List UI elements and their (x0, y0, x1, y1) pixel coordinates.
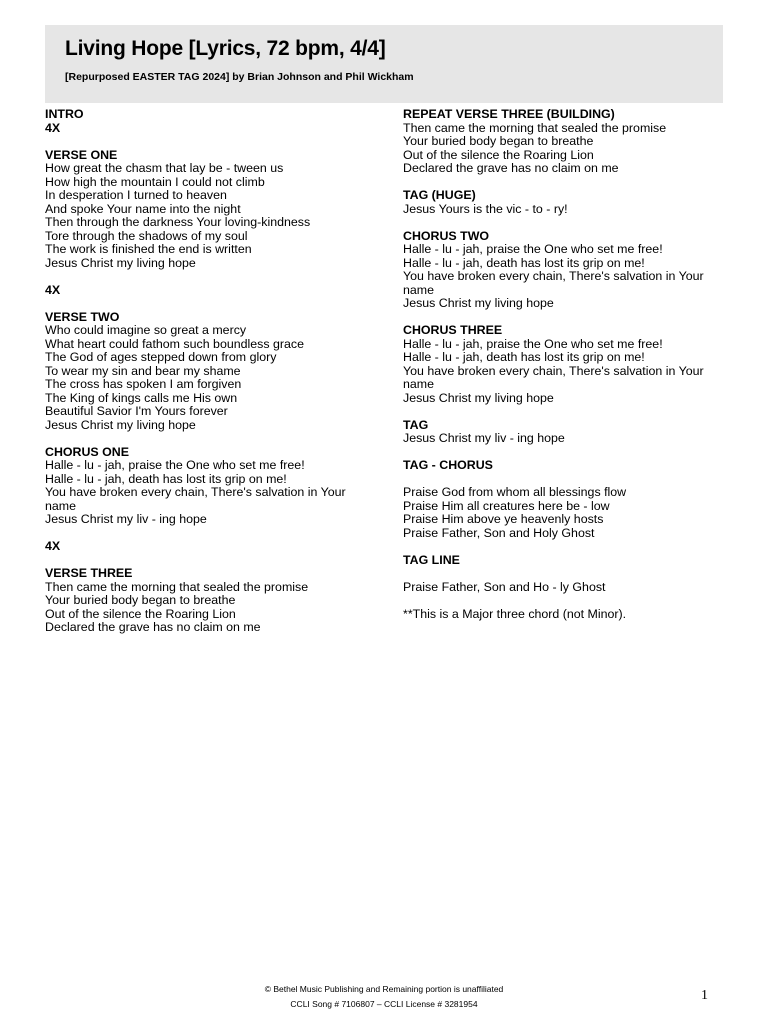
lyric-line: Jesus Christ my living hope (403, 296, 554, 310)
blank-line (403, 567, 723, 581)
lyric-line: Halle - lu - jah, praise the One who set me free! (45, 458, 305, 472)
section-heading: TAG (HUGE) (403, 188, 476, 202)
lyric-line: Then came the morning that sealed the promise (45, 579, 309, 594)
lyric-line: Who could imagine so great a mercy (45, 323, 247, 337)
section-heading: INTRO (45, 107, 84, 121)
section-chorus-two (403, 230, 723, 311)
lyric-line: Praise Him above ye heavenly hosts (403, 512, 604, 526)
page-number: 1 (701, 988, 708, 1003)
lyric-line: Praise God from whom all blessings flow (403, 485, 627, 499)
lyric-line: Halle - lu - jah, death has lost its grip on me! (45, 471, 287, 486)
section-heading: CHORUS THREE (403, 323, 503, 337)
section-heading: REPEAT VERSE THREE (BUILDING) (403, 107, 615, 121)
lyric-line: The cross has spoken I am forgiven (45, 377, 242, 391)
blank-line (403, 473, 723, 487)
section-verse-two (45, 311, 375, 433)
section-tag-chorus (403, 459, 723, 540)
lyric-line: Your buried body began to breathe (45, 593, 236, 607)
lyric-line: Jesus Christ my living hope (45, 417, 196, 432)
lyric-line: Jesus Christ my liv - ing hope (403, 431, 565, 445)
lyric-line: To wear my sin and bear my shame (45, 363, 241, 378)
section-heading: TAG - CHORUS (403, 458, 493, 472)
section-heading: VERSE THREE (45, 566, 133, 580)
lyric-line: You have broken every chain, There's salvation in Your name (403, 269, 704, 297)
section-chorus-three (403, 324, 723, 405)
lyric-line: Declared the grave has no claim on me (403, 161, 619, 175)
section-repeat-4x (45, 540, 375, 554)
lyric-line: The work is finished the end is written (45, 242, 252, 256)
section-heading: TAG (403, 417, 429, 432)
document-header (45, 25, 723, 103)
section-note (403, 608, 723, 622)
section-repeat-4x (45, 284, 375, 298)
section-tag (403, 419, 723, 446)
section-intro (45, 108, 375, 135)
section-tag-huge (403, 189, 723, 216)
section-tag-line (403, 554, 723, 595)
section-repeat-verse-three (403, 108, 723, 176)
lyric-line: How high the mountain I could not climb (45, 174, 265, 189)
section-verse-three (45, 567, 375, 635)
lyric-line: Halle - lu - jah, death has lost its grip on me! (403, 255, 645, 270)
repeat-marker: 4X (45, 282, 61, 297)
lyric-line: Jesus Christ my living hope (403, 390, 554, 405)
section-heading: TAG LINE (403, 552, 460, 567)
section-verse-one (45, 149, 375, 271)
lyric-line: You have broken every chain, There's salvation in Your name (45, 485, 346, 513)
lyric-line: Out of the silence the Roaring Lion (403, 147, 594, 162)
lyric-line: Halle - lu - jah, praise the One who set me free! (403, 242, 663, 256)
copyright-notice: © Bethel Music Publishing and Remaining portion is unaffiliated (264, 984, 504, 994)
lyric-line: You have broken every chain, There's salvation in Your name (403, 363, 704, 391)
lyric-line: In desperation I turned to heaven (45, 188, 227, 202)
document-subtitle: [Repurposed EASTER TAG 2024] by Brian Johnson and Phil Wickham (65, 71, 414, 83)
lyric-line: Then came the morning that sealed the promise (403, 120, 667, 135)
lyric-line: Then through the darkness Your loving-kindness (45, 215, 311, 229)
section-heading: VERSE ONE (45, 147, 118, 162)
lyric-line: Declared the grave has no claim on me (45, 620, 261, 634)
lyric-line: Jesus Christ my living hope (45, 255, 196, 270)
lyric-line: Praise Him all creatures here be - low (403, 498, 610, 513)
lyric-line: Your buried body began to breathe (403, 134, 594, 148)
lyric-line: And spoke Your name into the night (45, 201, 241, 216)
lyric-line: The King of kings calls me His own (45, 390, 238, 405)
section-chorus-one (45, 446, 375, 527)
repeat-marker: 4X (45, 120, 61, 135)
document-title: Living Hope [Lyrics, 72 bpm, 4/4] (65, 37, 386, 60)
lyric-line: Praise Father, Son and Holy Ghost (403, 525, 595, 540)
lyric-line: What heart could fathom such boundless grace (45, 336, 304, 351)
lyric-line: Jesus Christ my liv - ing hope (45, 512, 207, 526)
right-column (403, 108, 723, 635)
ccli-info: CCLI Song # 7106807 – CCLI License # 3281954 (290, 999, 478, 1009)
section-heading: VERSE TWO (45, 309, 120, 324)
lyric-line: Halle - lu - jah, death has lost its grip on me! (403, 350, 645, 364)
lyric-line: Praise Father, Son and Ho - ly Ghost (403, 579, 606, 594)
lyric-line: The God of ages stepped down from glory (45, 350, 277, 364)
lyric-line: Out of the silence the Roaring Lion (45, 606, 236, 621)
left-column (45, 108, 375, 648)
repeat-marker: 4X (45, 539, 61, 553)
lyric-line: Halle - lu - jah, praise the One who set me free! (403, 336, 663, 351)
lyric-line: How great the chasm that lay be - tween us (45, 161, 284, 175)
lyric-line: Beautiful Savior I'm Yours forever (45, 404, 228, 418)
lyric-line: Tore through the shadows of my soul (45, 228, 248, 243)
lyric-line: Jesus Yours is the vic - to - ry! (403, 201, 568, 216)
section-heading: CHORUS ONE (45, 444, 129, 459)
section-heading: CHORUS TWO (403, 228, 490, 243)
chord-note: **This is a Major three chord (not Minor). (403, 606, 627, 621)
page-footer (0, 982, 768, 1012)
